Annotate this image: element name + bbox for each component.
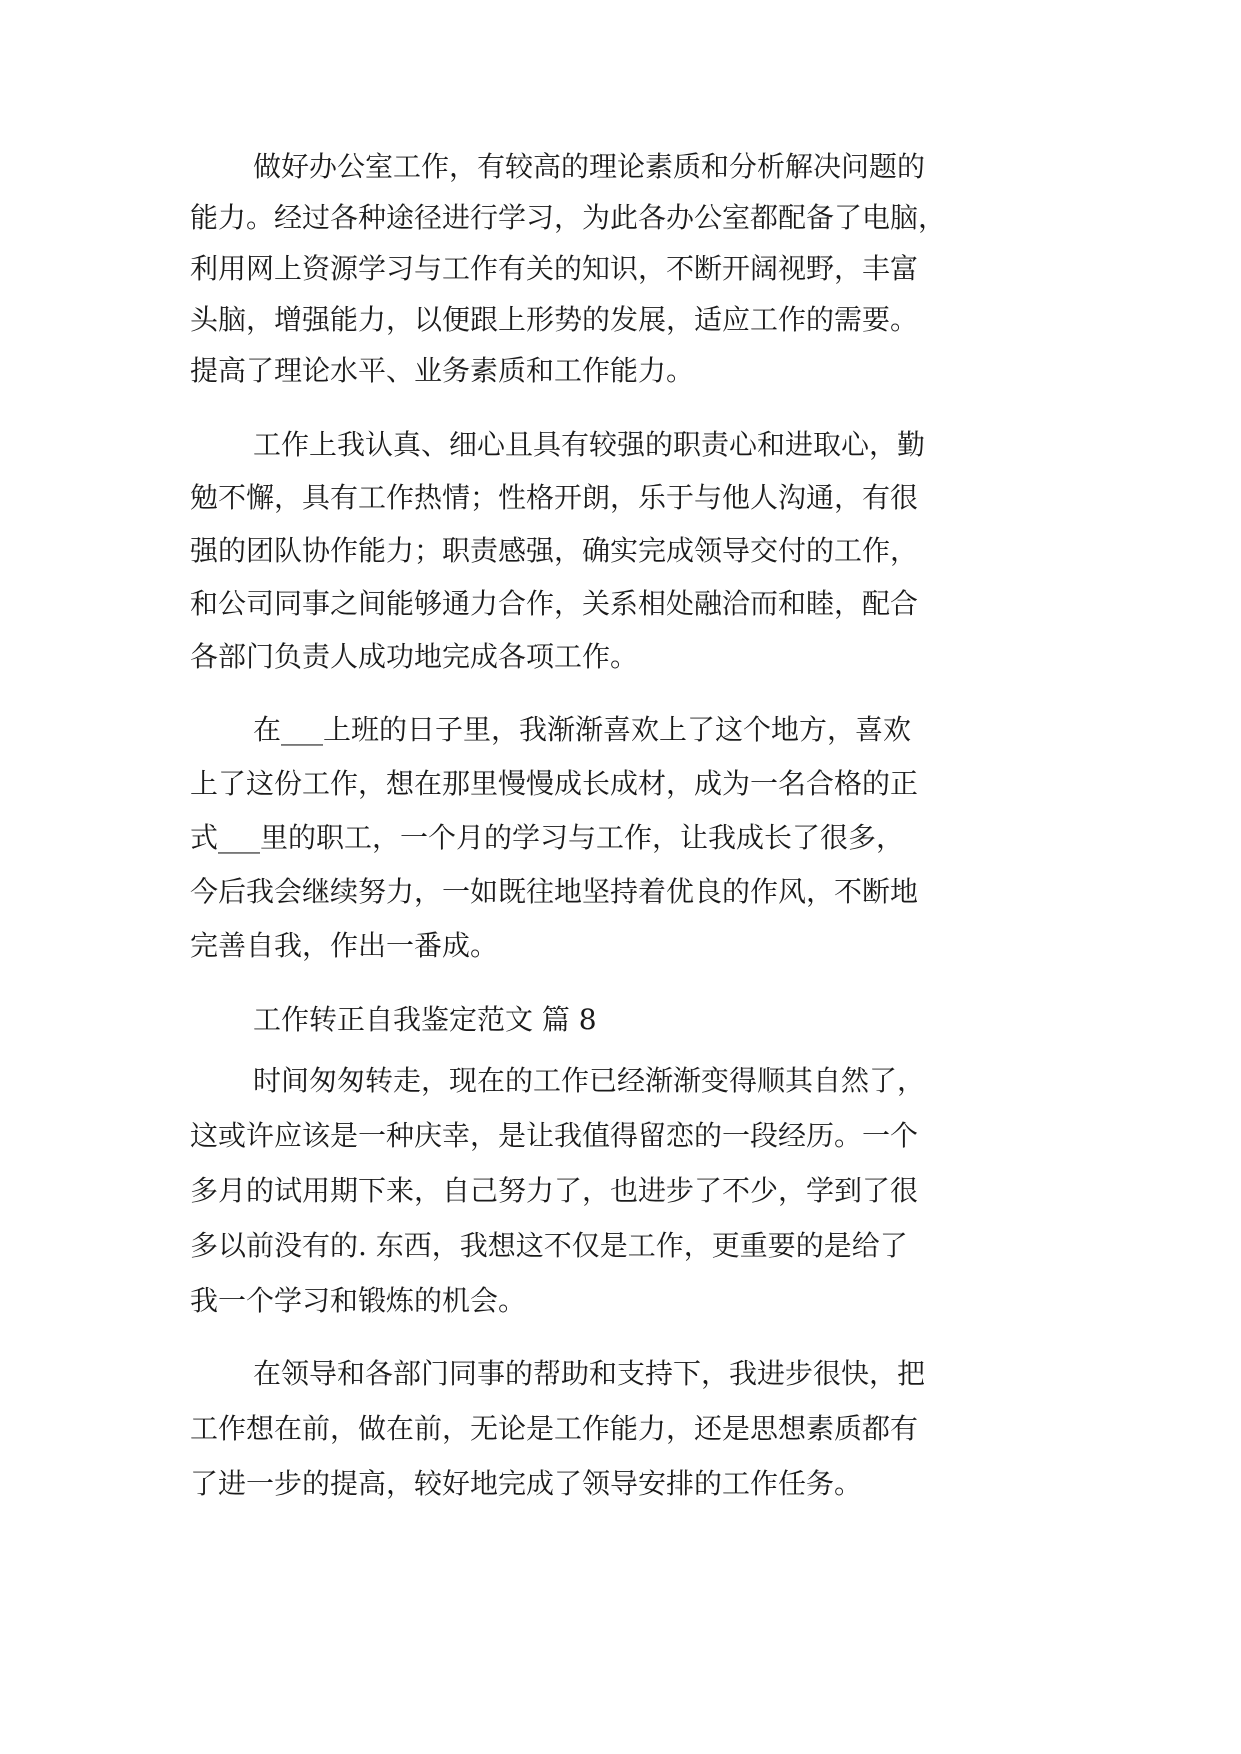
text-line: 头脑，增强能力，以便跟上形势的发展，适应工作的需要。 (190, 303, 919, 336)
text-line: 能力。经过各种途径进行学习，为此各办公室都配备了电脑， (190, 201, 947, 234)
text-line: 提高了理论水平、业务素质和工作能力。 (190, 354, 695, 387)
text-line: 各部门负责人成功地完成各项工作。 (190, 640, 639, 673)
text-line: 完善自我，作出一番成。 (190, 929, 499, 962)
text-line: 上了这份工作，想在那里慢慢成长成材，成为一名合格的正 (190, 767, 919, 800)
text-line: 多以前没有的. 东西，我想这不仅是工作，更重要的是给了 (190, 1229, 908, 1262)
section-heading: 工作转正自我鉴定范文 篇 8 (253, 1003, 597, 1036)
text-line: 在___上班的日子里，我渐渐喜欢上了这个地方，喜欢 (253, 713, 912, 746)
text-line: 做好办公室工作，有较高的理论素质和分析解决问题的 (253, 150, 926, 183)
text-line: 在领导和各部门同事的帮助和支持下，我进步很快，把 (253, 1357, 926, 1390)
text-line: 工作上我认真、细心且具有较强的职责心和进取心，勤 (253, 428, 926, 461)
text-line: 多月的试用期下来，自己努力了，也进步了不少，学到了很 (190, 1174, 919, 1207)
text-line: 时间匆匆转走，现在的工作已经渐渐变得顺其自然了， (253, 1064, 926, 1097)
text-line: 我一个学习和锻炼的机会。 (190, 1284, 527, 1317)
text-line: 这或许应该是一种庆幸，是让我值得留恋的一段经历。一个 (190, 1119, 919, 1152)
text-line: 强的团队协作能力；职责感强，确实完成领导交付的工作， (190, 534, 919, 567)
text-line: 和公司同事之间能够通力合作，关系相处融洽而和睦，配合 (190, 587, 919, 620)
text-line: 工作想在前，做在前，无论是工作能力，还是思想素质都有 (190, 1412, 919, 1445)
text-line: 今后我会继续努力，一如既往地坚持着优良的作风，不断地 (190, 875, 919, 908)
text-line: 了进一步的提高，较好地完成了领导安排的工作任务。 (190, 1467, 863, 1500)
text-line: 勉不懈，具有工作热情；性格开朗，乐于与他人沟通，有很 (190, 481, 919, 514)
text-line: 式___里的职工，一个月的学习与工作，让我成长了很多， (190, 821, 905, 854)
text-line: 利用网上资源学习与工作有关的知识，不断开阔视野，丰富 (190, 252, 919, 285)
